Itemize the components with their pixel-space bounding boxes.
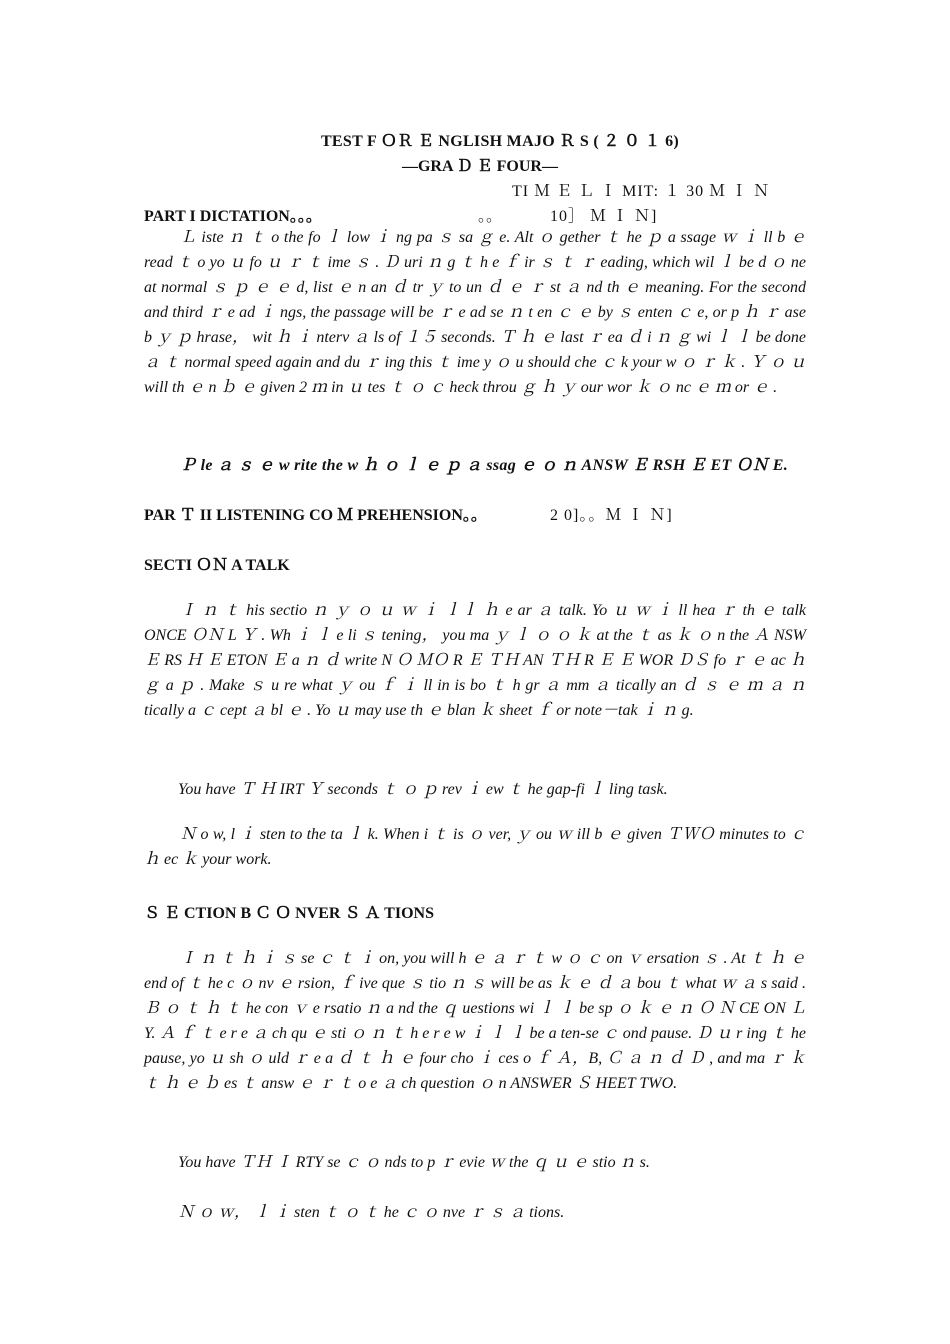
part2-heading-text: PAR Ｔ II LISTENING CO Ｍ PREHENSION xyxy=(144,507,463,524)
section-b-listen: Ｎ ｏ ｗ， ｌ ｉ sten ｔ ｏ ｔ he ｃ ｏ nve ｒ ｓ ａ tions. xyxy=(178,1204,565,1221)
section-a-listen: Ｎ o w, l ｉ sten to the ta ｌ k. When i ｔ is ｏ ver, ｙ ou ｗ ill b ｅ given ＴＷＯ minutes to ｃ ｈ ec ｋ your work. xyxy=(144,826,806,868)
time-limit: TI Ｍ Ｅ Ｌ Ｉ MIT: １ 30 Ｍ Ｉ Ｎ xyxy=(512,183,771,200)
section-b-preview: You have ＴＨ Ｉ RTY se ｃ ｏ nds to p ｒ evie ｗ the ｑ ｕ ｅ stio ｎ s. xyxy=(178,1154,650,1171)
part1-heading-marks: 。。。 xyxy=(289,208,322,225)
exam-grade: —GRA Ｄ Ｅ FOUR— xyxy=(401,158,558,175)
section-b-paragraph: Ｉ ｎ ｔ ｈ ｉ ｓ se ｃ ｔ ｉ on, you will h ｅ ａ ｒ ｔ w ｏ ｃ on ｖ ersation ｓ . At ｔ ｈ ｅ end of ｔ he c ｏ nv ｅ rsion, ｆ ive que ｓ tio ｎ ｓ will be as ｋ ｅ ｄ ａ bou ｔ what ｗ ａ s said . Ｂ ｏ ｔ ｈ ｔ he con ｖ e rsatio ｎ a nd the ｑ uestions wi ｌ ｌ be sp ｏ ｋ ｅ ｎ Ｏ Ｎ CE ON Ｌ Y. Ａ ｆ ｔ e r e ａ ch qu ｅ sti ｏ ｎ ｔ h e r e w ｉ ｌ ｌ be a ten-se ｃ ond pause. Ｄ ｕ r ing ｔ he pause, yo ｕ sh ｏ uld ｒ e a ｄ ｔ ｈ ｅ four cho ｉ ces o ｆ Ａ，B, Ｃ ａ ｎ ｄ Ｄ , and ma ｒ ｋ ｔ ｈ ｅ ｂ es ｔ answ ｅ ｒ ｔ o e ａ ch question ｏ n ANSWER Ｓ HEET TWO. xyxy=(144,950,806,1092)
part1-heading-aside: 。。 xyxy=(478,208,503,225)
exam-title: TEST F ＯＲ Ｅ NGLISH MAJO Ｒ S ( ２ ０ １ 6) xyxy=(320,133,680,150)
part1-paragraph: Ｌ iste ｎ ｔ o the fo ｌ low ｉ ng pa ｓ sa ｇ e. Alt ｏ gether ｔ he ｐ a ssage ｗ ｉ ll b ｅ read ｔ o yo ｕ fo ｕ ｒ ｔ ime ｓ . Ｄ uri ｎ g ｔ h e ｆ ir ｓ ｔ ｒ eading, which wil ｌ be d ｏ ne at normal ｓ ｐ ｅ ｅ d, list ｅ n an ｄ tr ｙ to un ｄ ｅ ｒ st ａ nd th ｅ meaning. For the second and third ｒ e ad ｉ ngs, the passage will be ｒ e ad se ｎ t en ｃ ｅ by ｓ enten ｃ e, or p ｈ ｒ ase b ｙ ｐ hrase， wit ｈ ｉ nterv ａ ls of １５ seconds. Ｔ ｈ ｅ last ｒ ea ｄ i ｎ ｇ wi ｌ ｌ be done ａ ｔ normal speed again and du ｒ ing this ｔ ime y ｏ u should che ｃ k your w ｏ ｒ ｋ . Ｙ ｏ ｕ will th ｅ n ｂ ｅ given 2 ｍ in ｕ tes ｔ ｏ ｃ heck throu ｇ ｈ ｙ our wor ｋ ｏ nc ｅ ｍ or ｅ . xyxy=(144,229,806,396)
part1-minutes: 10］ Ｍ Ｉ Ｎ] xyxy=(550,208,658,225)
part2-minutes: 2 0]。。Ｍ Ｉ Ｎ] xyxy=(550,507,673,524)
part2-heading-marks: 。。 xyxy=(462,507,487,524)
part1-heading xyxy=(144,203,658,226)
section-a-preview: You have Ｔ Ｈ IRT Ｙ seconds ｔ ｏ ｐ rev ｉ ew ｔ he gap-fi ｌ ling task. xyxy=(178,781,668,798)
part2-heading xyxy=(144,502,673,525)
section-b-heading: Ｓ Ｅ CTION B Ｃ Ｏ NVER Ｓ Ａ TIONS xyxy=(144,905,434,922)
part1-instruction: Ｐ le ａ ｓ ｅ w rite the w ｈ ｏ ｌ ｅ ｐ ａ ssag ｅ ｏ ｎ ANSW Ｅ RSH Ｅ ET ＯＮ E. xyxy=(180,457,789,474)
section-a-heading: SECTI ＯＮ A TALK xyxy=(144,557,290,574)
section-a-paragraph: Ｉ ｎ ｔ his sectio ｎ ｙ ｏ ｕ ｗ ｉ ｌｌ ｈ e ar ａ talk. Yo ｕ ｗ ｉ ll hea ｒ th ｅ talk ONCE ＯＮ L Ｙ . Wh ｉ ｌ e li ｓ tening， you ma ｙ ｌ ｏ ｏ ｋ at the ｔ as ｋ ｏ n the Ａ NSW Ｅ RS Ｈ Ｅ ETON Ｅ a ｎ ｄ write N Ｏ ＭＯ R Ｅ ＴＨ AN ＴＨ R Ｅ Ｅ WOR ＤＳ fo ｒ ｅ ac ｈ ｇ a ｐ . Make ｓ u re what ｙ ou ｆ ｉ ll in is bo ｔ h gr ａ mm ａ tically an ｄ ｓ ｅ ｍ ａ ｎ tically a ｃ cept ａ bl ｅ . Yo ｕ may use th ｅ blan ｋ sheet ｆ or note－tak ｉ ｎ g. xyxy=(144,602,806,719)
part1-heading-text: PART I DICTATION xyxy=(144,208,290,225)
